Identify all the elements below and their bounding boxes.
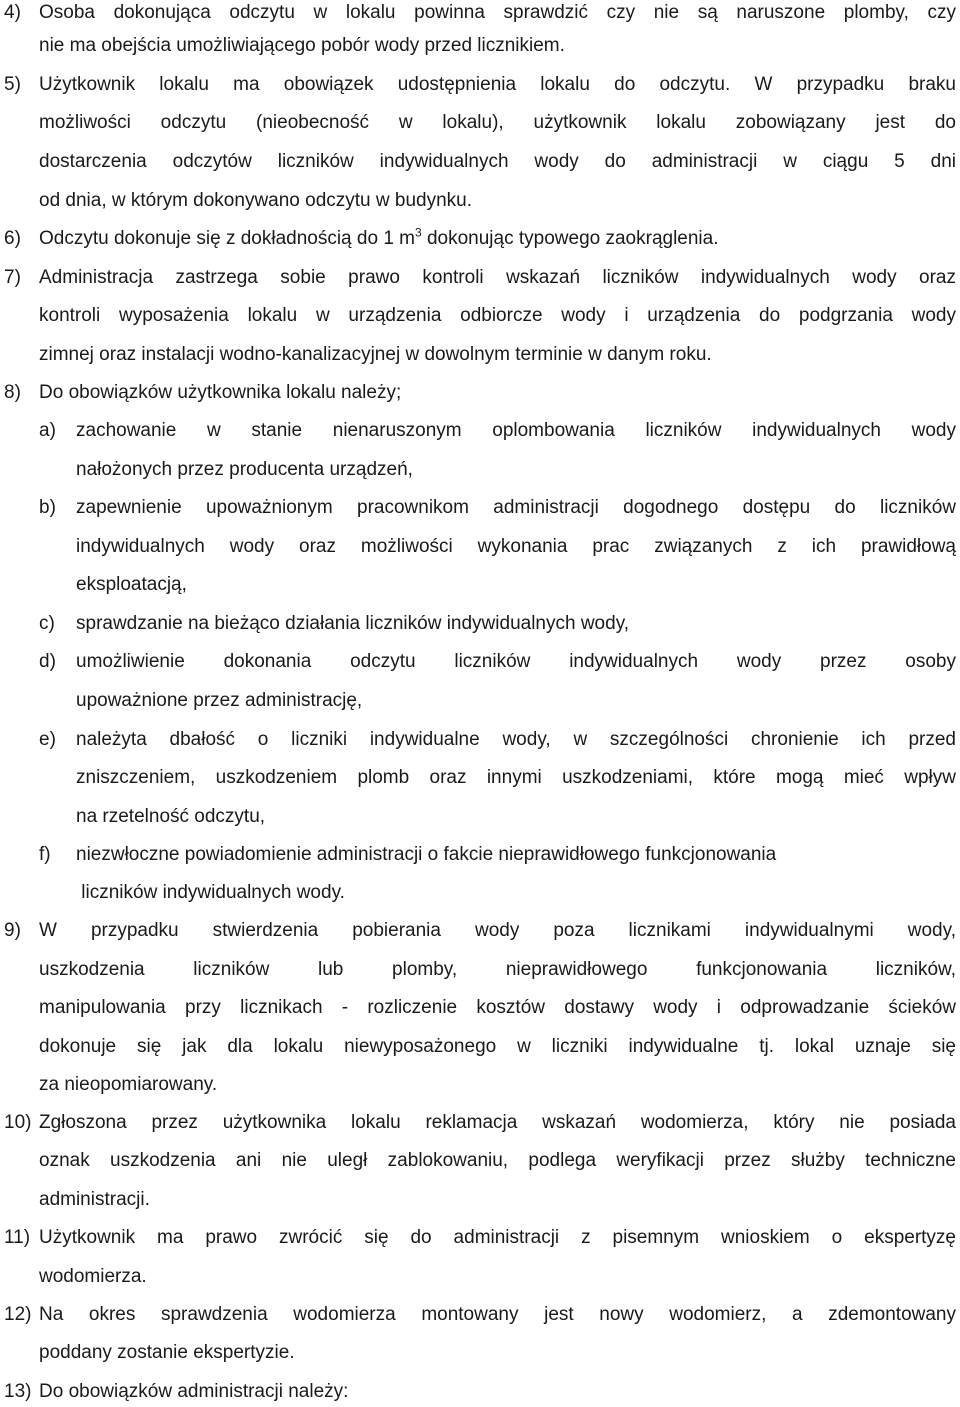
- subitem-letter-d: d): [39, 651, 56, 672]
- item-text-line: uszkodzenia liczników lub plomby, nieprawidłowego funkcjonowania liczników,: [39, 959, 956, 980]
- item-number: 6): [4, 228, 21, 249]
- item-text-line: zimnej oraz instalacji wodno-kanalizacyjnej w dowolnym terminie w danym roku.: [39, 344, 712, 365]
- item-text-line: administracji.: [39, 1189, 150, 1210]
- item-number: 9): [4, 920, 21, 941]
- item-number: 11): [4, 1227, 31, 1248]
- item-number: 5): [4, 74, 21, 95]
- item-text-line: [39, 226, 956, 252]
- subitem-text-line: liczników indywidualnych wody.: [76, 882, 345, 903]
- item-text-line: za nieopomiarowany.: [39, 1074, 218, 1095]
- item-text-before-unit: Odczytu dokonuje się z dokładnością do 1 m: [39, 228, 415, 249]
- list-item-13: [0, 1379, 956, 1405]
- item-text-line: dostarczenia odczytów liczników indywidualnych wody do administracji w ciągu 5 dni: [39, 151, 956, 172]
- list-item-6: [0, 226, 956, 256]
- list-item-7: [0, 265, 956, 365]
- subitem-letter-e: e): [39, 729, 56, 750]
- item-text-line: oznak uszkodzenia ani nie uległ zablokowaniu, podlega weryfikacji przez służby techniczne: [39, 1150, 956, 1171]
- item-text-line: manipulowania przy licznikach - rozliczenie kosztów dostawy wody i odprowadzanie ścieków: [39, 997, 956, 1018]
- subitem-text-line: zapewnienie upoważnionym pracownikom administracji dogodnego dostępu do liczników: [76, 497, 956, 518]
- subitem-letter-b: b): [39, 497, 56, 518]
- item-text-line: Użytkownik lokalu ma obowiązek udostępnienia lokalu do odczytu. W przypadku braku: [39, 74, 956, 95]
- item-text-line: W przypadku stwierdzenia pobierania wody poza licznikami indywidualnymi wody,: [39, 920, 956, 941]
- subitem-letter-a: a): [39, 420, 56, 441]
- list-item-12: [0, 1302, 956, 1364]
- item-number: 8): [4, 382, 21, 403]
- item-text-line: od dnia, w którym dokonywano odczytu w budynku.: [39, 190, 473, 211]
- item-text-line: Zgłoszona przez użytkownika lokalu reklamacja wskazań wodomierza, który nie posiada: [39, 1112, 956, 1133]
- item-text-line: poddany zostanie ekspertyzie.: [39, 1342, 295, 1363]
- list-item-8: [0, 380, 956, 903]
- subitem-text-line: upoważnione przez administrację,: [76, 690, 363, 711]
- list-item-5: [0, 72, 956, 212]
- item-text-line: Na okres sprawdzenia wodomierza montowany jest nowy wodomierz, a zdemontowany: [39, 1304, 956, 1325]
- subitem-text-line: należyta dbałość o liczniki indywidualne wody, w szczególności chronienie ich przed: [76, 729, 956, 750]
- subitem-text-line: zniszczeniem, uszkodzeniem plomb oraz innymi uszkodzeniami, które mogą mieć wpływ: [76, 767, 956, 788]
- item-text-line: dokonuje się jak dla lokalu niewyposażonego w liczniki indywidualne tj. lokal uznaje się: [39, 1036, 956, 1057]
- item-text-line: Do obowiązków administracji należy:: [39, 1381, 349, 1402]
- subitem-text-line: umożliwienie dokonania odczytu liczników indywidualnych wody przez osoby: [76, 651, 956, 672]
- unit-superscript: 3: [415, 225, 422, 240]
- item-number: 4): [4, 2, 21, 23]
- list-item-4: [0, 0, 956, 60]
- item-text-after-unit: dokonując typowego zaokrąglenia.: [421, 228, 719, 249]
- item-text-line: Administracja zastrzega sobie prawo kontroli wskazań liczników indywidualnych wody oraz: [39, 267, 956, 288]
- item-text-line: Osoba dokonująca odczytu w lokalu powinna sprawdzić czy nie są naruszone plomby, czy: [39, 2, 956, 23]
- item-text-line: nie ma obejścia umożliwiającego pobór wody przed licznikiem.: [39, 35, 565, 56]
- subitem-letter-f: f): [39, 844, 51, 865]
- subitem-text-line: eksploatacją,: [76, 574, 187, 595]
- item-number: 10): [4, 1112, 32, 1133]
- item-text-line: kontroli wyposażenia lokalu w urządzenia odbiorcze wody i urządzenia do podgrzania wody: [39, 305, 956, 326]
- subitem-letter-c: c): [39, 613, 55, 634]
- subitem-text-line: indywidualnych wody oraz możliwości wykonania prac związanych z ich prawidłową: [76, 536, 956, 557]
- subitem-text-line: niezwłoczne powiadomienie administracji o fakcie nieprawidłowego funkcjonowania: [76, 844, 777, 865]
- item-intro: Do obowiązków użytkownika lokalu należy;: [39, 382, 402, 403]
- item-number: 13): [4, 1381, 32, 1402]
- item-text-line: możliwości odczytu (nieobecność w lokalu), użytkownik lokalu zobowiązany jest do: [39, 112, 956, 133]
- list-item-10: [0, 1110, 956, 1210]
- item-text-line: Użytkownik ma prawo zwrócić się do administracji z pisemnym wnioskiem o ekspertyzę: [39, 1227, 956, 1248]
- item-number: 12): [4, 1304, 32, 1325]
- item-text-line: wodomierza.: [39, 1266, 147, 1287]
- subitem-text-line: na rzetelność odczytu,: [76, 806, 266, 827]
- subitem-text-line: zachowanie w stanie nienaruszonym oplombowania liczników indywidualnych wody: [76, 420, 956, 441]
- list-item-9: [0, 918, 956, 1098]
- list-item-11: [0, 1225, 956, 1287]
- subitem-text-line: sprawdzanie na bieżąco działania liczników indywidualnych wody,: [76, 613, 630, 634]
- subitem-text-line: nałożonych przez producenta urządzeń,: [76, 459, 413, 480]
- item-number: 7): [4, 267, 21, 288]
